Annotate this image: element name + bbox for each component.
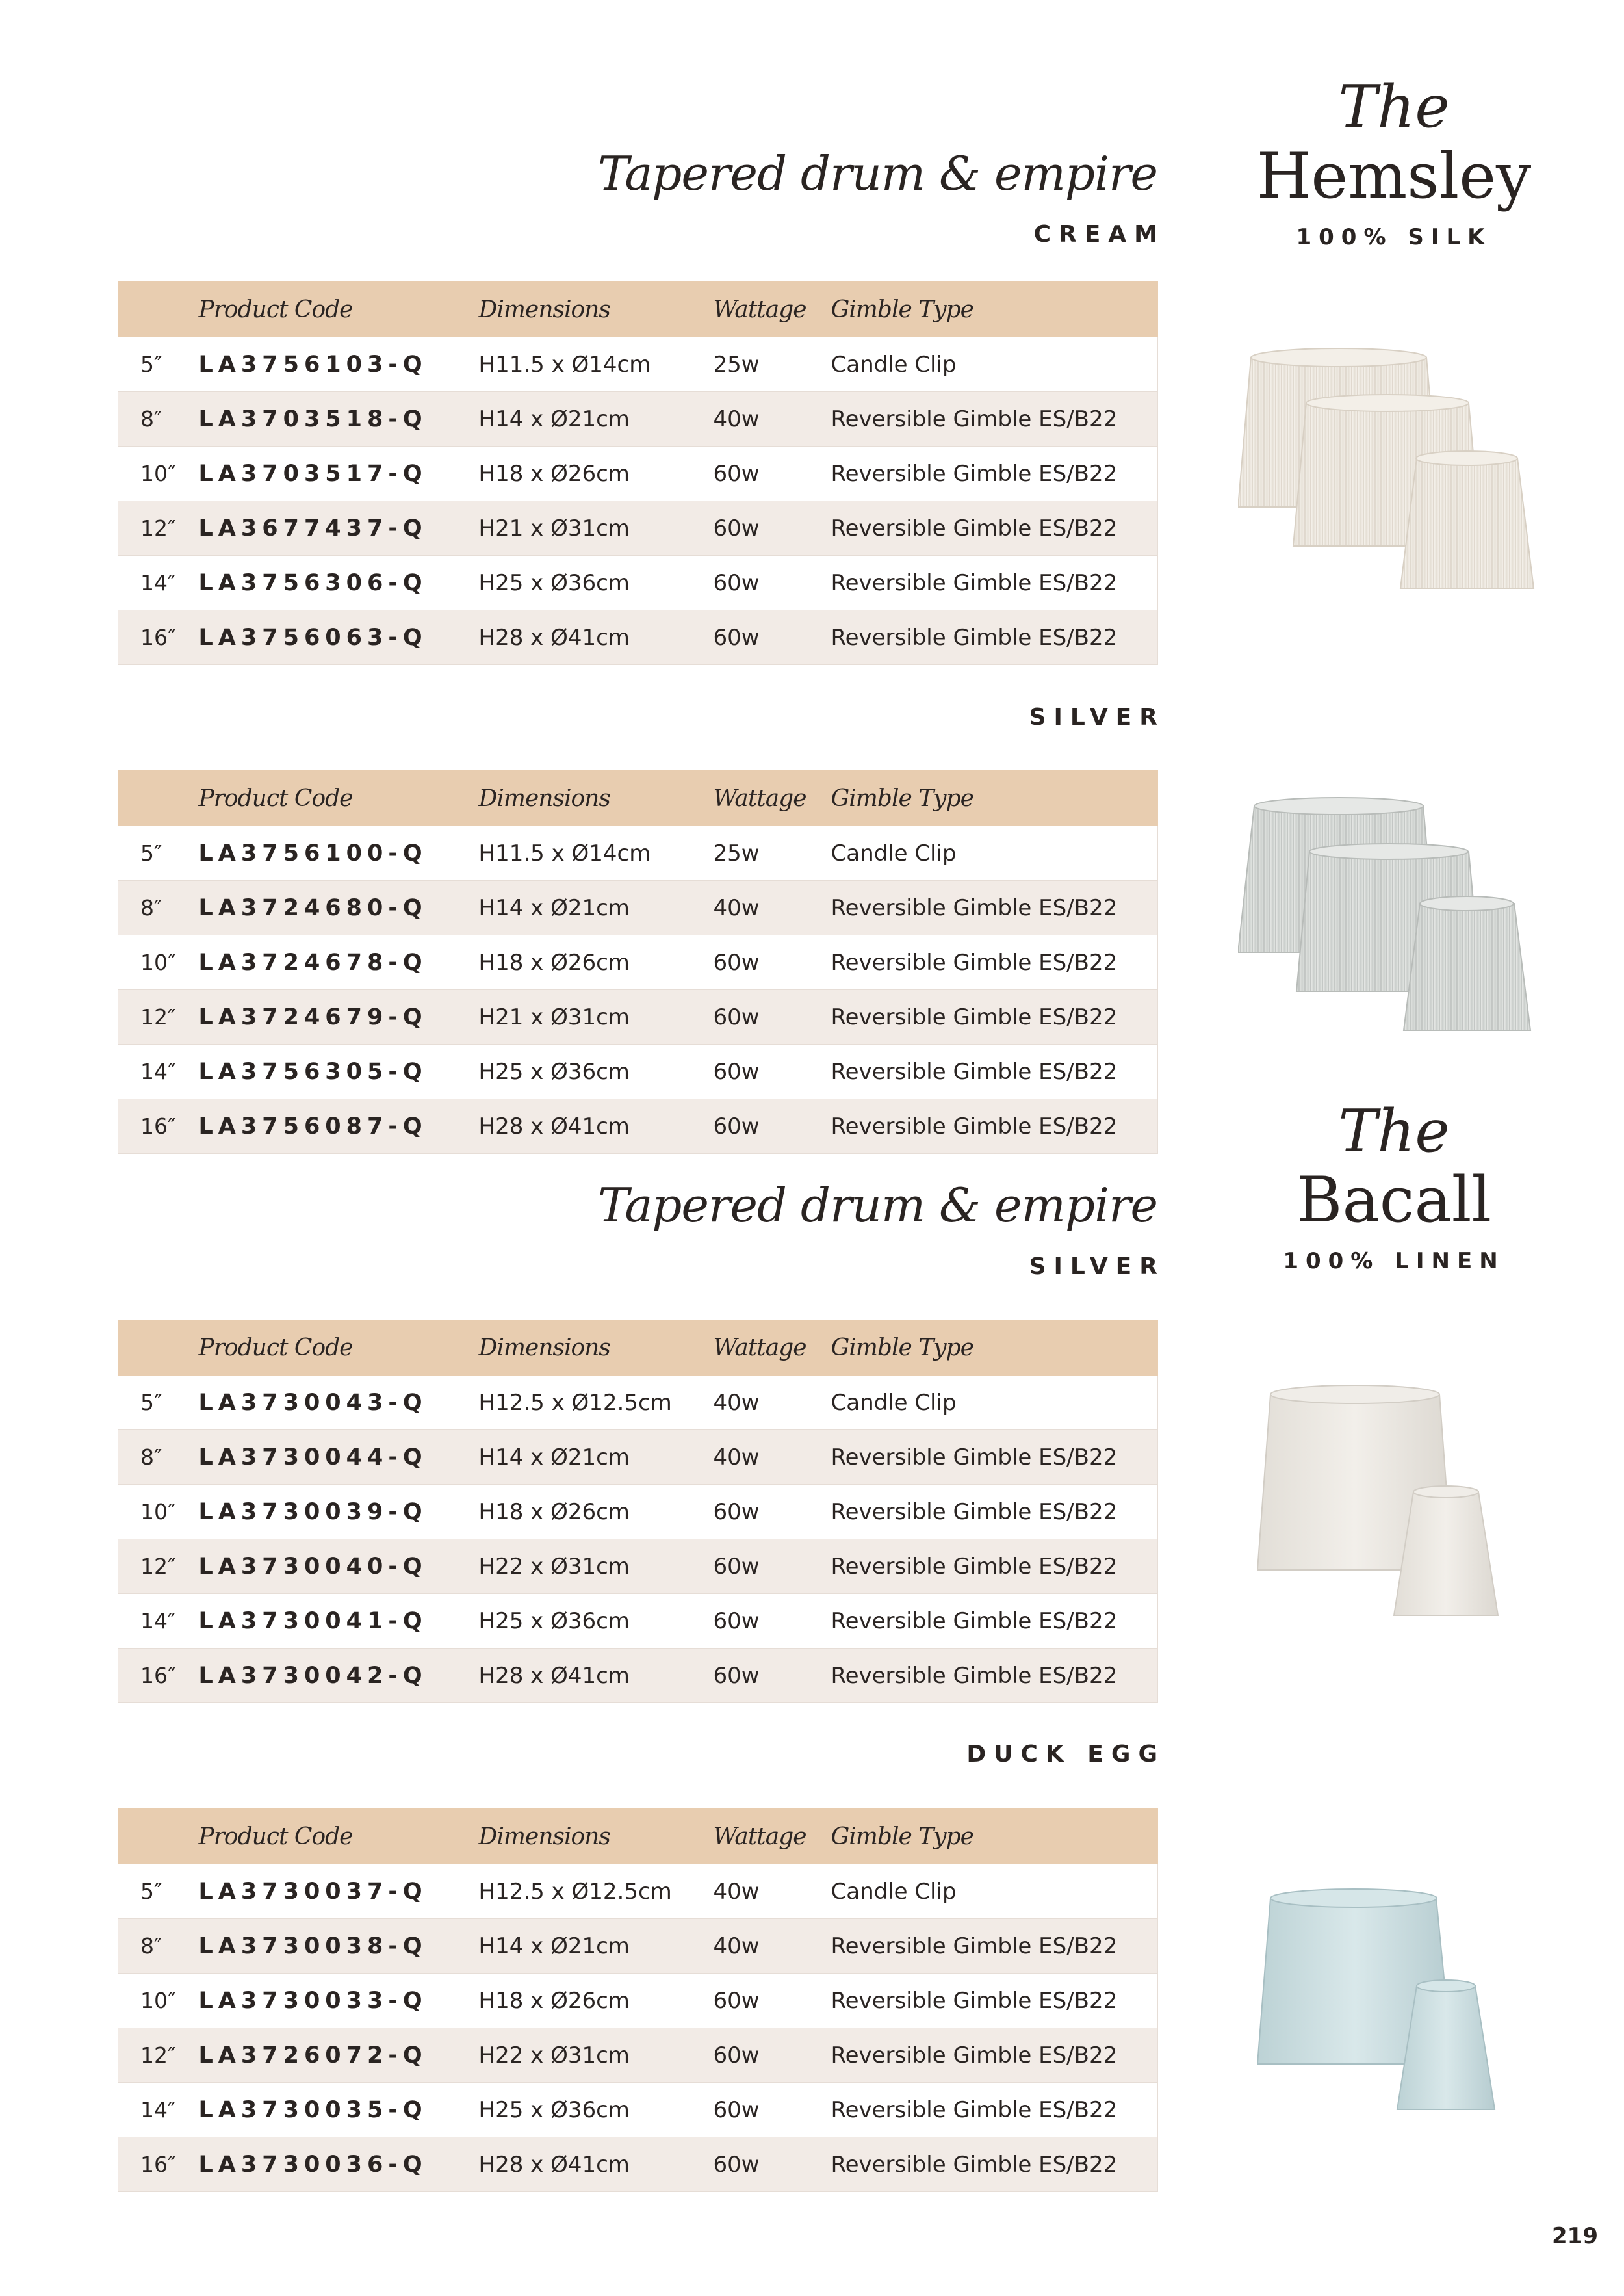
dimensions-cell: H25 x Ø36cm [479, 556, 714, 610]
gimble-type-cell: Candle Clip [831, 337, 1158, 392]
table-row [118, 337, 1158, 392]
header-wattage: Wattage [714, 281, 831, 337]
dimensions-cell: H14 x Ø21cm [479, 881, 714, 935]
table-row [118, 1919, 1158, 1974]
dimensions-cell: H14 x Ø21cm [479, 1919, 714, 1974]
wattage-cell: 60w [714, 1045, 831, 1099]
header-wattage: Wattage [714, 1320, 831, 1376]
product-code-cell: LA3730042-Q [199, 1649, 479, 1703]
bacall-name: Bacall [1296, 1164, 1492, 1236]
product-code-cell: LA3724678-Q [199, 935, 479, 990]
gimble-type-cell: Reversible Gimble ES/B22 [831, 1649, 1158, 1703]
wattage-cell: 40w [714, 1430, 831, 1485]
wattage-cell: 60w [714, 990, 831, 1045]
page-number: 219 [1552, 2223, 1598, 2249]
table-row [118, 826, 1158, 881]
bacall-silver-shades-image [1257, 1381, 1530, 1628]
table-header-row [118, 281, 1158, 337]
dimensions-cell: H18 x Ø26cm [479, 1974, 714, 2028]
product-code-cell: LA3730037-Q [199, 1864, 479, 1919]
header-wattage: Wattage [714, 770, 831, 826]
wattage-cell: 60w [714, 935, 831, 990]
colour-heading-duck-egg: DUCK EGG [966, 1741, 1165, 1768]
product-code-cell: LA3677437-Q [199, 501, 479, 556]
dimensions-cell: H28 x Ø41cm [479, 1649, 714, 1703]
dimensions-cell: H22 x Ø31cm [479, 2028, 714, 2083]
bacall-fabric: 100% LINEN [1283, 1248, 1505, 1274]
table-row [118, 1864, 1158, 1919]
size-cell: 8″ [118, 1919, 199, 1974]
size-cell: 5″ [118, 1864, 199, 1919]
wattage-cell: 40w [714, 1864, 831, 1919]
size-cell: 16″ [118, 1649, 199, 1703]
dimensions-cell: H25 x Ø36cm [479, 2083, 714, 2137]
wattage-cell: 60w [714, 1594, 831, 1649]
dimensions-cell: H28 x Ø41cm [479, 610, 714, 665]
size-cell: 10″ [118, 1974, 199, 2028]
header-dimensions: Dimensions [479, 770, 714, 826]
wattage-cell: 60w [714, 2083, 831, 2137]
product-code-cell: LA3724680-Q [199, 881, 479, 935]
wattage-cell: 60w [714, 447, 831, 501]
dimensions-cell: H25 x Ø36cm [479, 1045, 714, 1099]
spec-table-silver [118, 770, 1158, 1154]
gimble-type-cell: Candle Clip [831, 1376, 1158, 1430]
product-code-cell: LA3756306-Q [199, 556, 479, 610]
dimensions-cell: H21 x Ø31cm [479, 990, 714, 1045]
gimble-type-cell: Reversible Gimble ES/B22 [831, 935, 1158, 990]
wattage-cell: 60w [714, 1649, 831, 1703]
colour-heading-cream: CREAM [1033, 221, 1165, 248]
hemsley-silver-shades-image [1238, 796, 1576, 1056]
wattage-cell: 40w [714, 1376, 831, 1430]
hemsley-fabric: 100% SILK [1296, 224, 1492, 250]
product-code-cell: LA3703517-Q [199, 447, 479, 501]
section-title-linen-silver: Tapered drum & empire [597, 1178, 1157, 1233]
gimble-type-cell: Reversible Gimble ES/B22 [831, 447, 1158, 501]
product-code-cell: LA3730038-Q [199, 1919, 479, 1974]
size-cell: 10″ [118, 1485, 199, 1539]
table-row [118, 392, 1158, 447]
dimensions-cell: H28 x Ø41cm [479, 1099, 714, 1154]
table-row [118, 1485, 1158, 1539]
silver-shade-small [1404, 896, 1530, 1030]
gimble-type-cell: Reversible Gimble ES/B22 [831, 881, 1158, 935]
table-header-row [118, 770, 1158, 826]
product-code-cell: LA3726072-Q [199, 2028, 479, 2083]
wattage-cell: 25w [714, 337, 831, 392]
dimensions-cell: H28 x Ø41cm [479, 2137, 714, 2192]
header-dimensions: Dimensions [479, 1808, 714, 1864]
gimble-type-cell: Reversible Gimble ES/B22 [831, 2137, 1158, 2192]
product-code-cell: LA3756103-Q [199, 337, 479, 392]
dimensions-cell: H21 x Ø31cm [479, 501, 714, 556]
product-code-cell: LA3730044-Q [199, 1430, 479, 1485]
size-cell: 8″ [118, 392, 199, 447]
table-row [118, 1376, 1158, 1430]
gimble-type-cell: Reversible Gimble ES/B22 [831, 2083, 1158, 2137]
dimensions-cell: H11.5 x Ø14cm [479, 826, 714, 881]
gimble-type-cell: Candle Clip [831, 1864, 1158, 1919]
size-cell: 5″ [118, 826, 199, 881]
size-cell: 12″ [118, 1539, 199, 1594]
header-wattage: Wattage [714, 1808, 831, 1864]
table-row [118, 1430, 1158, 1485]
dimensions-cell: H12.5 x Ø12.5cm [479, 1376, 714, 1430]
product-code-cell: LA3730035-Q [199, 2083, 479, 2137]
spec-table-duck-egg [118, 1808, 1158, 2192]
table-row [118, 935, 1158, 990]
product-code-cell: LA3730033-Q [199, 1974, 479, 2028]
product-code-cell: LA3756087-Q [199, 1099, 479, 1154]
size-cell: 14″ [118, 1045, 199, 1099]
header-gimble-type: Gimble Type [831, 1808, 1158, 1864]
dimensions-cell: H22 x Ø31cm [479, 1539, 714, 1594]
wattage-cell: 60w [714, 610, 831, 665]
product-code-cell: LA3756305-Q [199, 1045, 479, 1099]
table-row [118, 2137, 1158, 2192]
wattage-cell: 60w [714, 1974, 831, 2028]
wattage-cell: 60w [714, 556, 831, 610]
header-gimble-type: Gimble Type [831, 281, 1158, 337]
gimble-type-cell: Reversible Gimble ES/B22 [831, 1919, 1158, 1974]
spec-table-linen-silver [118, 1320, 1158, 1703]
size-cell: 14″ [118, 556, 199, 610]
size-cell: 16″ [118, 2137, 199, 2192]
size-cell: 16″ [118, 1099, 199, 1154]
table-row [118, 447, 1158, 501]
header-product-code: Product Code [199, 281, 479, 337]
size-cell: 14″ [118, 2083, 199, 2137]
header-gimble-type: Gimble Type [831, 770, 1158, 826]
hemsley-cream-shades-image [1238, 345, 1576, 618]
wattage-cell: 25w [714, 826, 831, 881]
product-code-cell: LA3730036-Q [199, 2137, 479, 2192]
table-row [118, 610, 1158, 665]
wattage-cell: 40w [714, 392, 831, 447]
size-cell: 8″ [118, 881, 199, 935]
product-code-cell: LA3756063-Q [199, 610, 479, 665]
table-row [118, 556, 1158, 610]
dimensions-cell: H12.5 x Ø12.5cm [479, 1864, 714, 1919]
size-cell: 10″ [118, 447, 199, 501]
gimble-type-cell: Reversible Gimble ES/B22 [831, 1045, 1158, 1099]
wattage-cell: 60w [714, 501, 831, 556]
dimensions-cell: H18 x Ø26cm [479, 935, 714, 990]
product-code-cell: LA3730040-Q [199, 1539, 479, 1594]
table-row [118, 1974, 1158, 2028]
header-product-code: Product Code [199, 1320, 479, 1376]
dimensions-cell: H18 x Ø26cm [479, 447, 714, 501]
table-row [118, 990, 1158, 1045]
table-header-row [118, 1320, 1158, 1376]
table-row [118, 1045, 1158, 1099]
size-cell: 10″ [118, 935, 199, 990]
size-cell: 12″ [118, 501, 199, 556]
product-code-cell: LA3730041-Q [199, 1594, 479, 1649]
product-code-cell: LA3730043-Q [199, 1376, 479, 1430]
wattage-cell: 40w [714, 881, 831, 935]
table-row [118, 2028, 1158, 2083]
gimble-type-cell: Reversible Gimble ES/B22 [831, 392, 1158, 447]
bacall-duck-egg-shades-image [1257, 1885, 1530, 2132]
gimble-type-cell: Reversible Gimble ES/B22 [831, 556, 1158, 610]
size-cell: 12″ [118, 990, 199, 1045]
table-row [118, 881, 1158, 935]
bacall-the: The [1338, 1097, 1450, 1166]
gimble-type-cell: Reversible Gimble ES/B22 [831, 2028, 1158, 2083]
product-code-cell: LA3730039-Q [199, 1485, 479, 1539]
table-row [118, 1649, 1158, 1703]
table-row [118, 1099, 1158, 1154]
wattage-cell: 60w [714, 1099, 831, 1154]
section-title-cream: Tapered drum & empire [597, 146, 1157, 201]
table-row [118, 1539, 1158, 1594]
size-cell: 14″ [118, 1594, 199, 1649]
spec-table-cream [118, 281, 1158, 665]
size-cell: 12″ [118, 2028, 199, 2083]
table-header-row [118, 1808, 1158, 1864]
size-cell: 5″ [118, 337, 199, 392]
table-row [118, 2083, 1158, 2137]
size-cell: 8″ [118, 1430, 199, 1485]
wattage-cell: 40w [714, 1919, 831, 1974]
colour-heading-linen-silver: SILVER [1029, 1253, 1165, 1280]
dimensions-cell: H14 x Ø21cm [479, 1430, 714, 1485]
gimble-type-cell: Reversible Gimble ES/B22 [831, 1430, 1158, 1485]
gimble-type-cell: Reversible Gimble ES/B22 [831, 990, 1158, 1045]
header-gimble-type: Gimble Type [831, 1320, 1158, 1376]
cream-shade-small [1400, 451, 1534, 588]
product-code-cell: LA3724679-Q [199, 990, 479, 1045]
wattage-cell: 60w [714, 2137, 831, 2192]
wattage-cell: 60w [714, 1485, 831, 1539]
header-product-code: Product Code [199, 1808, 479, 1864]
header-dimensions: Dimensions [479, 281, 714, 337]
hemsley-name: Hemsley [1256, 140, 1532, 213]
dimensions-cell: H18 x Ø26cm [479, 1485, 714, 1539]
gimble-type-cell: Reversible Gimble ES/B22 [831, 501, 1158, 556]
wattage-cell: 60w [714, 1539, 831, 1594]
product-code-cell: LA3703518-Q [199, 392, 479, 447]
size-cell: 5″ [118, 1376, 199, 1430]
gimble-type-cell: Reversible Gimble ES/B22 [831, 1974, 1158, 2028]
gimble-type-cell: Reversible Gimble ES/B22 [831, 1539, 1158, 1594]
gimble-type-cell: Reversible Gimble ES/B22 [831, 1594, 1158, 1649]
wattage-cell: 60w [714, 2028, 831, 2083]
hemsley-the: The [1338, 73, 1450, 141]
header-product-code: Product Code [199, 770, 479, 826]
gimble-type-cell: Reversible Gimble ES/B22 [831, 1485, 1158, 1539]
gimble-type-cell: Reversible Gimble ES/B22 [831, 610, 1158, 665]
colour-heading-silver: SILVER [1029, 704, 1165, 731]
size-cell: 16″ [118, 610, 199, 665]
dimensions-cell: H25 x Ø36cm [479, 1594, 714, 1649]
dimensions-cell: H11.5 x Ø14cm [479, 337, 714, 392]
table-row [118, 501, 1158, 556]
table-row [118, 1594, 1158, 1649]
product-code-cell: LA3756100-Q [199, 826, 479, 881]
header-dimensions: Dimensions [479, 1320, 714, 1376]
dimensions-cell: H14 x Ø21cm [479, 392, 714, 447]
gimble-type-cell: Candle Clip [831, 826, 1158, 881]
gimble-type-cell: Reversible Gimble ES/B22 [831, 1099, 1158, 1154]
